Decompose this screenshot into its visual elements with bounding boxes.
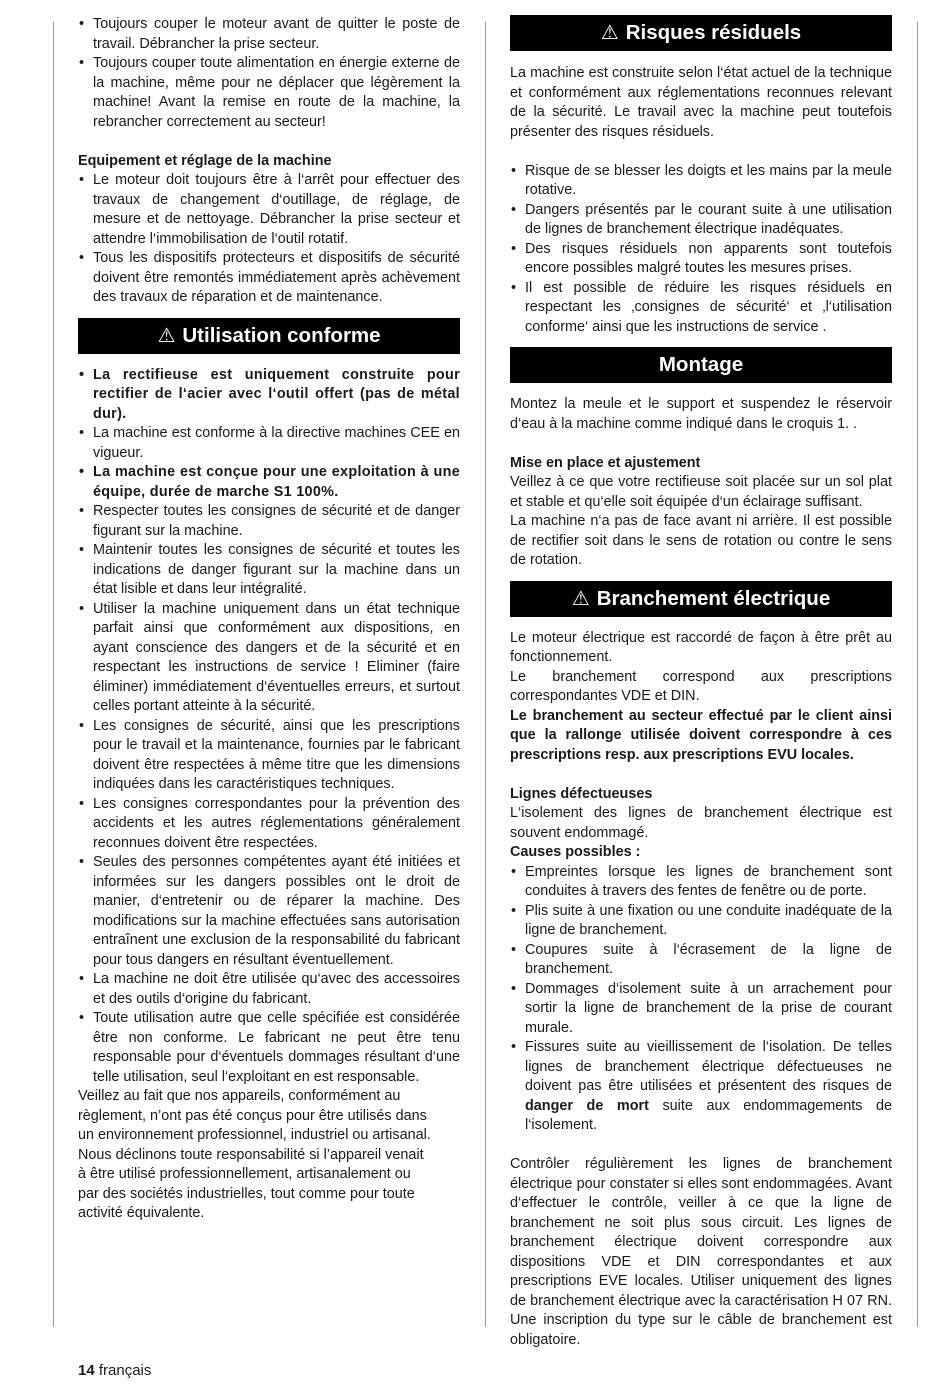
list-item: • Respecter toutes les consignes de sécurité et de danger figurant sur la machine. — [78, 502, 460, 541]
list-item: • Des risques résiduels non apparents sont toutefois encore possibles malgré toutes les mesures prises. — [510, 240, 892, 279]
column-rule-right — [917, 22, 918, 1327]
list-item — [510, 1038, 892, 1136]
text-line: à être utilisé professionnellement, artisanalement ou — [78, 1166, 411, 1182]
text-line: règlement, n’ont pas été conçus pour être utilisés dans — [78, 1107, 427, 1124]
list-item: • Coupures suite à l‘écrasement de la ligne de branchement. — [510, 941, 892, 980]
list-item: • Les consignes de sécurité, ainsi que les prescriptions pour le travail et la maintenance, fournies par le fabricant doivent être respectées à même titre que les dimensions indiquées dans les caractéristiques techniques. — [78, 717, 460, 795]
montage-header — [510, 347, 892, 383]
branch-text-1: Le moteur électrique est raccordé de façon à être prêt au fonctionnement. — [510, 629, 892, 665]
list-item: • La machine est conçue pour une exploitation à une équipe, durée de marche S1 100%. — [78, 463, 460, 502]
list-item: • La machine ne doit être utilisée qu‘avec des accessoires et des outils d‘origine du fabricant. — [78, 970, 460, 1009]
list-item: • Dommages d‘isolement suite à un arrachement pour sortir la ligne de branchement de la prise de courant murale. — [510, 980, 892, 1039]
risques-intro: La machine est construite selon l‘état actuel de la technique et conformément aux réglementations reconnues relevant de la sécurité. Le travail avec la machine peut toutefois présenter des risques résiduels. — [510, 65, 892, 140]
page-footer — [78, 1362, 151, 1379]
list-item: • Toute utilisation autre que celle spécifiée est considérée être non conforme. Le fabricant ne peut être tenu responsable pour d‘éventuels dommages résultant d‘une telle utilisation, seul l‘exploitant en est responsable. — [78, 1009, 460, 1087]
list-item: • Les consignes correspondantes pour la prévention des accidents et les autres réglementations généralement reconnues doivent être respectées. — [78, 795, 460, 854]
list-item: • Tous les dispositifs protecteurs et dispositifs de sécurité doivent être remontés immédiatement après achèvement des travaux de réparation et de maintenance. — [78, 249, 460, 308]
causes-list — [510, 863, 892, 1136]
list-item: • Empreintes lorsque les lignes de branchement sont conduites à travers des fentes de fenêtre ou de porte. — [510, 863, 892, 902]
controle-text: Contrôler régulièrement les lignes de branchement électrique pour constater si elles sont endommagées. Avant d‘effectuer le contrôle, veiller à ce que la ligne de branchement ne soit plus sous circuit. Les lignes de branchement électrique doivent correspondre aux dispositions VDE et DIN correspondantes et aux prescriptions EVE locales. Utiliser uniquement des lignes de branchement électrique avec la caractérisation H 07 RN. Une inscription du type sur le câble de branchement est obligatoire. — [510, 1156, 892, 1348]
list-item: • Il est possible de réduire les risques résiduels en respectant les ‚consignes de sécurité‘ et ‚l‘utilisation conforme‘ ainsi que les instructions de service . — [510, 279, 892, 338]
list-item: • Toujours couper toute alimentation en énergie externe de la machine, même pour ne déplacer que légèrement la machine! Avant la remise en route de la machine, la rebrancher correctement au secteur! — [78, 54, 460, 132]
montage-header-label: Montage — [658, 353, 744, 376]
equip-list — [78, 171, 460, 308]
montage-text: Montez la meule et le support et suspendez le réservoir d‘eau à la machine comme indiqué dans le croquis 1. . — [510, 396, 892, 432]
column-rule-left — [53, 22, 54, 1327]
risques-list — [510, 162, 892, 338]
utilisation-list — [78, 366, 460, 1088]
right-column — [510, 15, 892, 1350]
text-line: un environnement professionnel, industriel ou artisanal. — [78, 1127, 431, 1143]
fissures-pre: Fissures suite au vieillissement de l‘isolation. De telles lignes de branchement électrique défectueuses ne doivent pas être utilisées et présentent des risques de — [525, 1039, 892, 1094]
list-item: • Plis suite à une fixation ou une conduite inadéquate de la ligne de branchement. — [510, 902, 892, 941]
list-item: • Maintenir toutes les consignes de sécurité et toutes les indications de danger figurant sur la machine dans un état lisible et dans leur intégralité. — [78, 541, 460, 600]
text-line: Nous déclinons toute responsabilité si l’appareil venait — [78, 1146, 424, 1163]
branch-text-bold: Le branchement au secteur effectué par le client ainsi que la rallonge utilisée doivent correspondre à ces prescriptions resp. aux prescriptions EVU locales. — [510, 707, 892, 763]
utilisation-header — [78, 318, 460, 354]
warning-triangle-icon: ⚠ — [600, 22, 619, 44]
closing-paragraph — [78, 1087, 460, 1224]
list-item: • Risque de se blesser les doigts et les mains par la meule rotative. — [510, 162, 892, 201]
list-item: • La rectifieuse est uniquement construite pour rectifier de l‘acier avec l‘outil offert (pas de métal dur). — [78, 366, 460, 425]
risques-header — [510, 15, 892, 51]
list-item: • Toujours couper le moteur avant de quitter le poste de travail. Débrancher la prise secteur. — [78, 15, 460, 54]
lignes-text: L‘isolement des lignes de branchement électrique est souvent endommagé. — [510, 805, 892, 841]
warning-triangle-icon: ⚠ — [157, 324, 176, 347]
fissures-bold: danger de mort — [525, 1097, 649, 1114]
causes-title: Causes possibles : — [510, 844, 641, 860]
mise-text-2: La machine n‘a pas de face avant ni arrière. Il est possible de rectifier soit dans le sens de rotation ou contre le sens de rotation. — [510, 513, 892, 568]
branchement-header — [510, 581, 892, 617]
left-column — [78, 15, 460, 1224]
list-item: • Utiliser la machine uniquement dans un état technique parfait ainsi que conformément aux dispositions, en ayant conscience des dangers et de la sécurité et en respectant les instructions de service ! Eliminer (faire éliminer) immédiatement d‘éventuelles erreurs, et surtout celles portant atteinte à la sécurité. — [78, 600, 460, 717]
footer-language: français — [98, 1362, 152, 1379]
list-item: • Seules des personnes compétentes ayant été initiées et informées sur les dangers possibles ont le droit de manier, d‘entretenir ou de réparer la machine. Des modifications sur la machine effectuées sans autorisation entraînent une exclusion de la responsabilité du fabricant pour tous dangers en résultant éventuellement. — [78, 853, 460, 970]
warning-triangle-icon: ⚠ — [571, 587, 590, 610]
fissures-post: suite aux endommagements de l‘isolement. — [525, 1097, 892, 1133]
list-item: • Dangers présentés par le courant suite à une utilisation de lignes de branchement électrique inadéquates. — [510, 201, 892, 240]
text-line: par des sociétés industrielles, tout comme pour toute — [78, 1185, 415, 1202]
branchement-header-label: Branchement électrique — [596, 586, 831, 610]
page-number: 14 — [78, 1362, 95, 1379]
list-item: • La machine est conforme à la directive machines CEE en vigueur. — [78, 424, 460, 463]
text-line: Veillez au fait que nos appareils, conformément au — [78, 1088, 401, 1104]
intro-list — [78, 15, 460, 132]
utilisation-header-label: Utilisation conforme — [182, 323, 381, 347]
column-rule-middle — [485, 22, 486, 1327]
list-item: • Le moteur doit toujours être à l‘arrêt pour effectuer des travaux de changement d‘outillage, de réglage, de mesure et de nettoyage. Débrancher la prise secteur et attendre l‘immobilisation de l‘outil rotatif. — [78, 171, 460, 249]
mise-text-1: Veillez à ce que votre rectifieuse soit placée sur un sol plat et stable et qu‘elle soit équipée d‘un éclairage suffisant. — [510, 474, 892, 510]
mise-title: Mise en place et ajustement — [510, 454, 701, 471]
text-line: activité équivalente. — [78, 1205, 205, 1221]
risques-header-label: Risques résiduels — [625, 21, 802, 44]
lignes-title: Lignes défectueuses — [510, 785, 653, 802]
equip-title: Equipement et réglage de la machine — [78, 152, 332, 169]
branch-text-2: Le branchement correspond aux prescriptions correspondantes VDE et DIN. — [510, 668, 892, 704]
